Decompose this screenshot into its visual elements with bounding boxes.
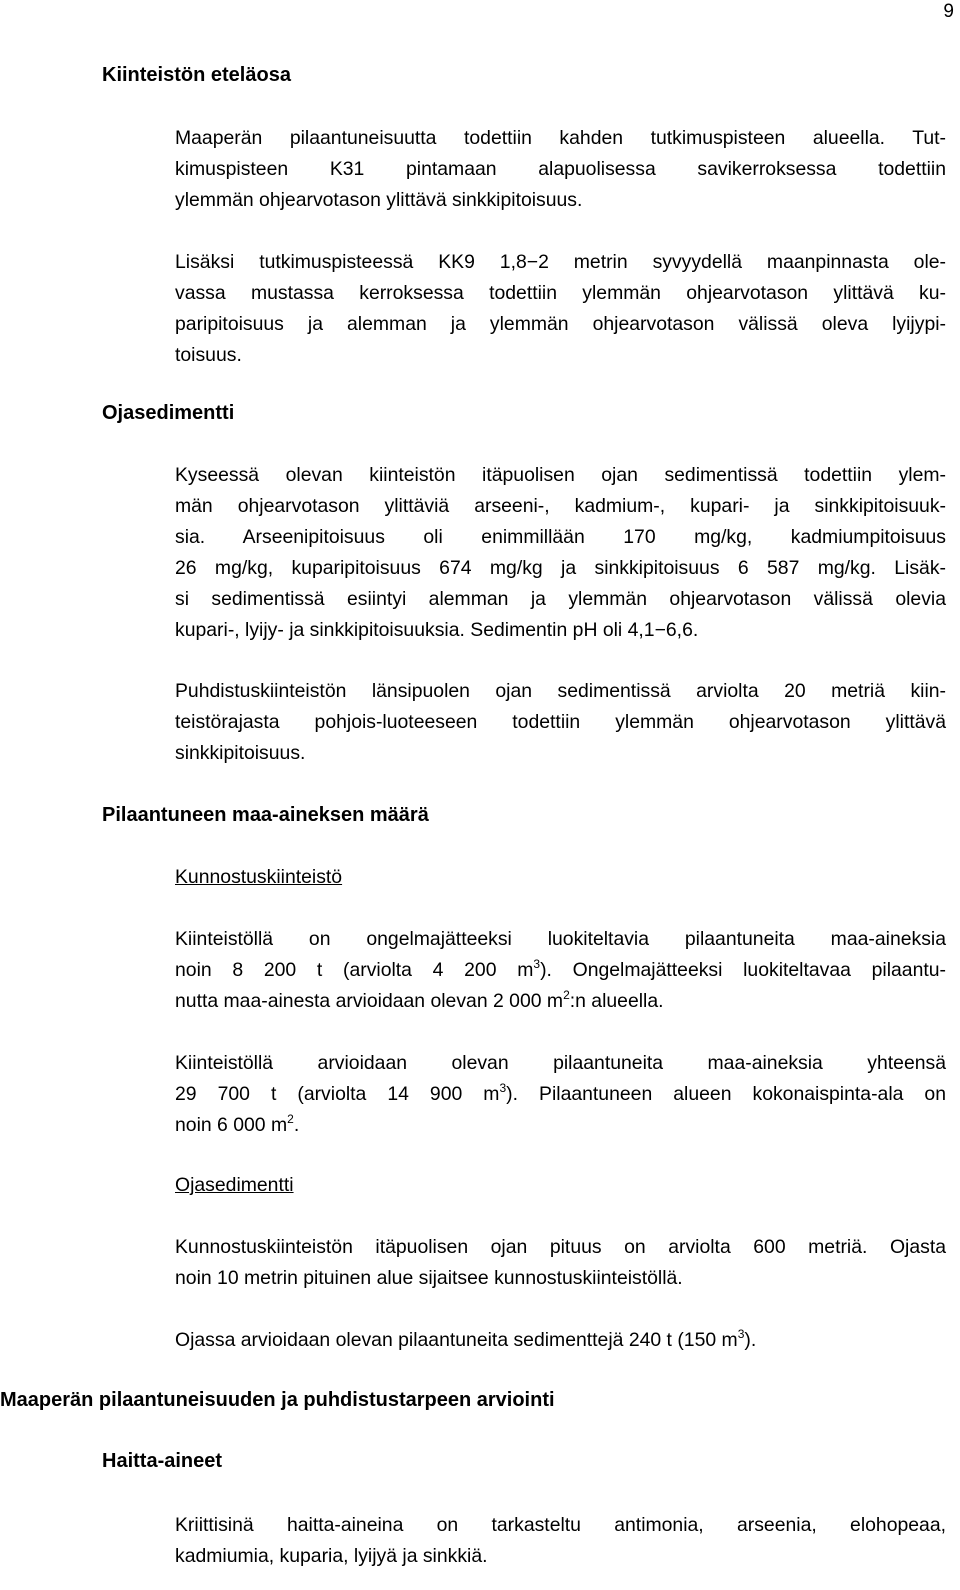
text-line: 29 700 t (arviolta 14 900 $m^3$). Pilaantuneen alueen kokonaispinta-ala on bbox=[175, 1081, 946, 1105]
text-line: ylemmän ohjearvotason ylittävä sinkkipitoisuus. bbox=[175, 189, 583, 211]
text-line: nutta maa-ainesta arvioidaan olevan 2 000 $m^2:n$ alueella. bbox=[175, 988, 664, 1012]
text-line: teistörajasta pohjois-luoteeseen todettiin ylemmän ohjearvotason ylittävä bbox=[175, 711, 946, 733]
text-line: noin 8 200 t (arviolta 4 200 $m^3$). Ongelmajätteeksi luokiteltavaa pilaantu- bbox=[175, 957, 947, 981]
text-line: paripitoisuus ja alemman ja ylemmän ohjearvotason välissä oleva lyijypi- bbox=[175, 313, 946, 335]
text-line: sinkkipitoisuus. bbox=[175, 742, 306, 764]
paragraph-ditch-sediment bbox=[175, 460, 946, 646]
text-line: kupari-, lyijy- ja sinkkipitoisuuksia. Sedimentin pH oli 4,1−6,6. bbox=[175, 619, 699, 641]
text-line: kadmiumia, kuparia, lyijyä ja sinkkiä. bbox=[175, 1545, 488, 1567]
superscript: 2 bbox=[563, 988, 570, 1002]
page-number: 9 bbox=[943, 1, 954, 22]
paragraph-west-ditch bbox=[175, 676, 946, 769]
paragraph-harmful-substances bbox=[175, 1510, 946, 1572]
subheading-kunnostuskiinteisto: Kunnostuskiinteistö bbox=[175, 866, 343, 888]
text-line: sia. Arseenipitoisuus oli enimmillään 170 mg/kg, kadmiumpitoisuus bbox=[175, 526, 946, 548]
paragraph-ditch-length bbox=[175, 1232, 946, 1294]
heading-haitta-aineet: Haitta-aineet bbox=[102, 1450, 223, 1472]
text-line: kimuspisteen K31 pintamaan alapuolisessa savikerroksessa todettiin bbox=[175, 158, 946, 180]
superscript: 3 bbox=[737, 1327, 745, 1341]
text-line: si sedimentissä esiintyi alemman ja ylemmän ohjearvotason välissä olevia bbox=[175, 588, 946, 610]
text-line: Kriittisinä haitta-aineina on tarkasteltu antimonia, arseenia, elohopeaa, bbox=[175, 1514, 946, 1536]
text-line: noin 10 metrin pituinen alue sijaitsee kunnostuskiinteistöllä. bbox=[175, 1267, 683, 1289]
paragraph-soil-contamination bbox=[175, 123, 946, 216]
heading-pilaantuneen-maa-aineksen-maara: Pilaantuneen maa-aineksen määrä bbox=[102, 804, 429, 826]
text-line: Kiinteistöllä on ongelmajätteeksi luokiteltavia pilaantuneita maa-aineksia bbox=[175, 928, 946, 950]
text-line: Ojassa arvioidaan olevan pilaantuneita sedimenttejä 240 t (150 $m^3$). bbox=[175, 1327, 757, 1351]
text-line: noin 6 000 $m^2$. bbox=[175, 1112, 300, 1136]
paragraph-sediment-amount bbox=[175, 1325, 946, 1356]
text-line: toisuus. bbox=[175, 344, 242, 366]
paragraph-kk9 bbox=[175, 247, 946, 371]
text-line: Kiinteistöllä arvioidaan olevan pilaantuneita maa-aineksia yhteensä bbox=[175, 1052, 946, 1074]
heading-maaperan-pilaantuneisuuden-arviointi: Maaperän pilaantuneisuuden ja puhdistustarpeen arviointi bbox=[0, 1389, 555, 1411]
paragraph-total-soil bbox=[175, 1048, 946, 1141]
text-line: Lisäksi tutkimuspisteessä KK9 1,8−2 metrin syvyydellä maanpinnasta ole- bbox=[175, 251, 946, 273]
text-line: Kunnostuskiinteistön itäpuolisen ojan pituus on arviolta 600 metriä. Ojasta bbox=[175, 1236, 946, 1258]
subheading-ojasedimentti: Ojasedimentti bbox=[175, 1174, 294, 1196]
text-line: vassa mustassa kerroksessa todettiin ylemmän ohjearvotason ylittävä ku- bbox=[175, 282, 946, 304]
superscript: 3 bbox=[499, 1081, 507, 1095]
text-line: Puhdistuskiinteistön länsipuolen ojan sedimentissä arviolta 20 metriä kiin- bbox=[175, 680, 946, 702]
superscript: 2 bbox=[287, 1112, 294, 1126]
heading-kiinteiston-etelaosa: Kiinteistön eteläosa bbox=[102, 64, 291, 86]
text-line: män ohjearvotason ylittäviä arseeni-, kadmium-, kupari- ja sinkkipitoisuuk- bbox=[175, 495, 946, 517]
text-line: Kyseessä olevan kiinteistön itäpuolisen ojan sedimentissä todettiin ylem- bbox=[175, 464, 946, 486]
text-line: 26 mg/kg, kuparipitoisuus 674 mg/kg ja sinkkipitoisuus 6 587 mg/kg. Lisäk- bbox=[175, 557, 946, 579]
heading-ojasedimentti: Ojasedimentti bbox=[102, 402, 235, 424]
text-line: Maaperän pilaantuneisuutta todettiin kahden tutkimuspisteen alueella. Tut- bbox=[175, 127, 946, 149]
paragraph-hazardous-soil bbox=[175, 924, 946, 1017]
superscript: 3 bbox=[533, 957, 541, 971]
